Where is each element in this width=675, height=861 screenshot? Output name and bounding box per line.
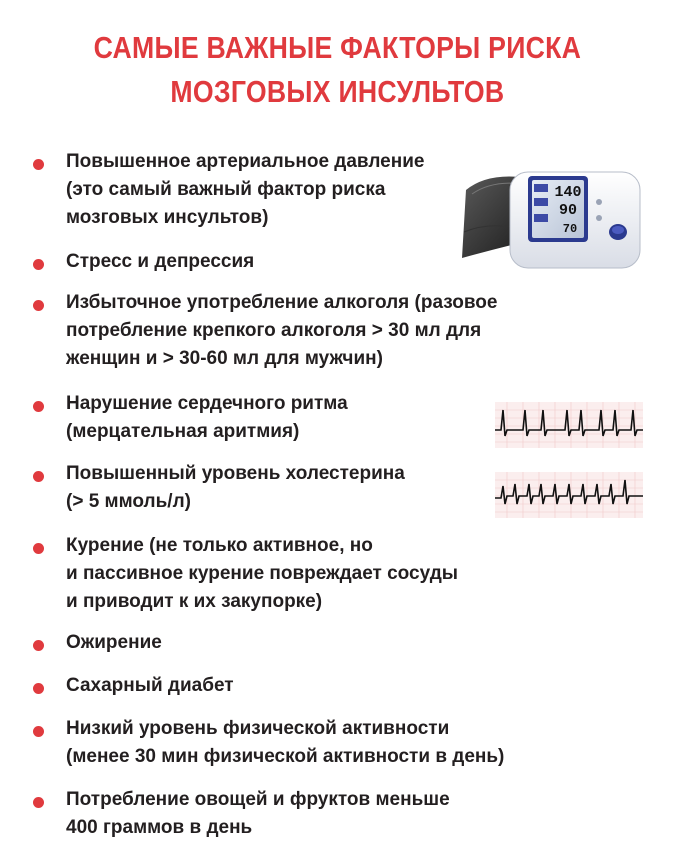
risk-factor-item (66, 289, 497, 373)
systolic-reading: 140 (554, 184, 582, 201)
item-line: женщин и > 30-60 мл для мужчин) (66, 348, 383, 369)
bullet-icon (33, 401, 44, 412)
bullet-icon (33, 640, 44, 651)
item-line: Сахарный диабет (66, 675, 234, 696)
diastolic-reading: 90 (558, 202, 578, 219)
bullet-icon (33, 471, 44, 482)
bullet-icon (33, 543, 44, 554)
item-line: мозговых инсультов) (66, 207, 269, 228)
item-line: и пассивное курение повреждает сосуды (66, 563, 458, 584)
item-line: (менее 30 мин физической активности в день) (66, 746, 505, 767)
item-line: Низкий уровень физической активности (66, 718, 450, 739)
item-line: Повышенное артериальное давление (66, 151, 425, 172)
title-line-2: МОЗГОВЫХ ИНСУЛЬТОВ (170, 74, 505, 109)
risk-factor-item (66, 248, 254, 276)
bullet-icon (33, 259, 44, 270)
item-line: 400 граммов в день (66, 817, 253, 838)
item-line: Повышенный уровень холестерина (66, 463, 405, 484)
item-line: (> 5 ммоль/л) (66, 491, 191, 512)
item-line: (это самый важный фактор риска (66, 179, 386, 200)
ecg-strip-icon (495, 402, 643, 448)
item-line: (мерцательная аритмия) (66, 421, 300, 442)
bullet-icon (33, 726, 44, 737)
risk-factor-item (66, 390, 348, 446)
item-line: и приводит к их закупорке) (66, 591, 323, 612)
item-line: Потребление овощей и фруктов меньше (66, 789, 450, 810)
item-line: Ожирение (66, 632, 162, 653)
risk-factor-item (66, 532, 458, 616)
item-line: Избыточное употребление алкоголя (разовое (66, 292, 498, 313)
bullet-icon (33, 159, 44, 170)
risk-factor-item (66, 460, 405, 516)
risk-factor-item (66, 715, 504, 771)
item-line: потребление крепкого алкоголя > 30 мл для (66, 320, 482, 341)
ecg-strip-icon (495, 472, 643, 518)
bullet-icon (33, 300, 44, 311)
item-line: Курение (не только активное, но (66, 535, 373, 556)
title-line-1: САМЫЕ ВАЖНЫЕ ФАКТОРЫ РИСКА (93, 30, 582, 65)
bullet-icon (33, 683, 44, 694)
risk-factor-item (66, 629, 162, 657)
page-title (47, 26, 628, 114)
risk-factor-item (66, 148, 424, 232)
item-line: Нарушение сердечного ритма (66, 393, 348, 414)
blood-pressure-monitor-icon (458, 162, 644, 274)
risk-factor-item (66, 672, 234, 700)
risk-factor-item (66, 786, 450, 842)
bullet-icon (33, 797, 44, 808)
item-line: Стресс и депрессия (66, 251, 255, 272)
pulse-reading: 70 (562, 222, 578, 236)
